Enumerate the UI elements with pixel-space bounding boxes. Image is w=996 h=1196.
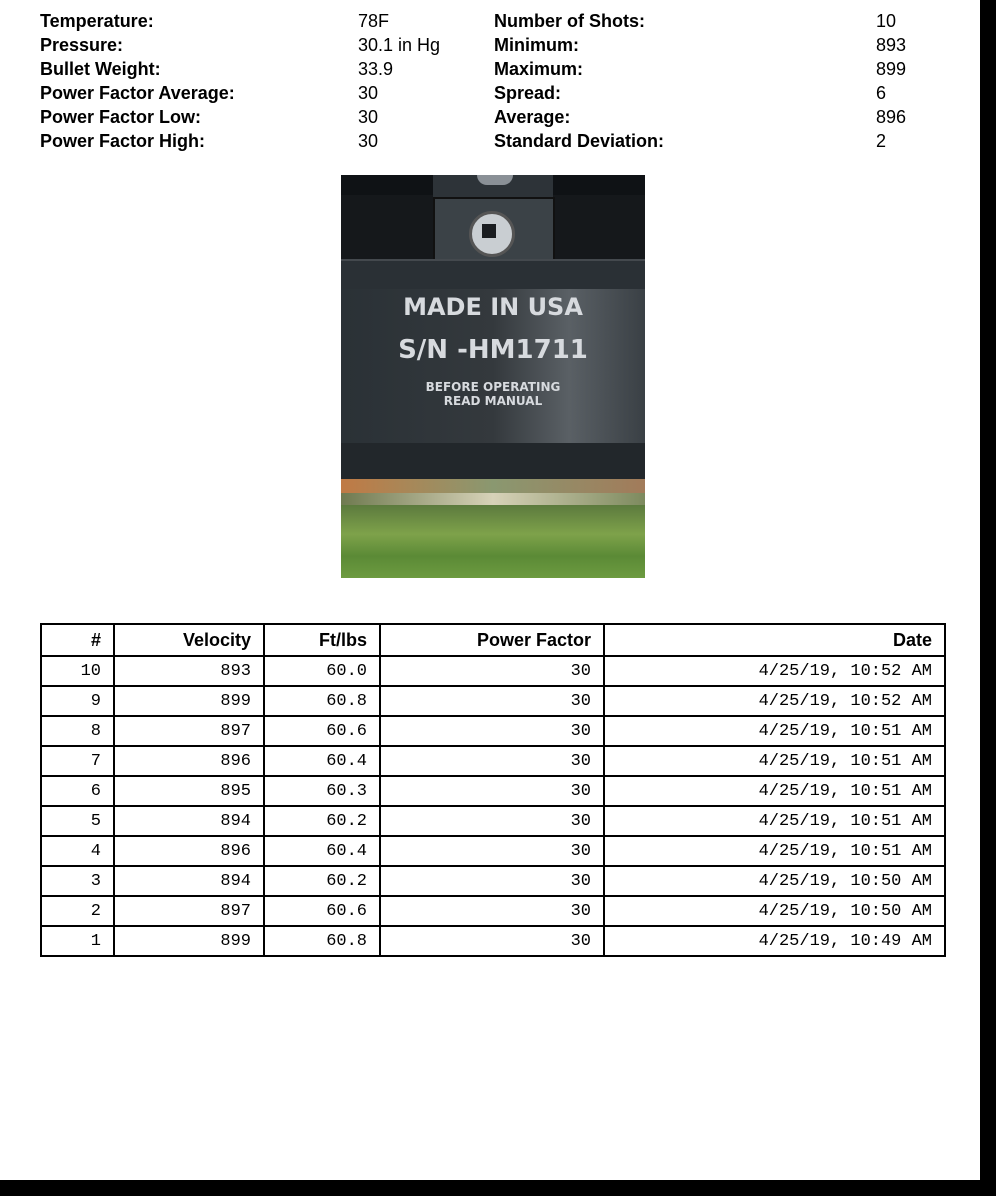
maximum-row [494,57,583,81]
std-dev-row [494,129,664,153]
pf-high-label: Power Factor High: [40,131,206,151]
pf-low-label: Power Factor Low: [40,107,202,127]
photo-text-manual: READ MANUAL [443,394,543,408]
header-power-factor: Power Factor [380,624,604,656]
cell-ftlbs: 60.6 [264,716,380,746]
cell-date: 4/25/19, 10:50 AM [604,866,945,896]
table-row [41,896,945,926]
pf-average-value: 30 [358,83,379,103]
shots-count-row [494,9,645,33]
photo-green-surface [341,505,645,578]
pf-high-value: 30 [358,131,379,151]
cell-number: 1 [41,926,114,956]
cell-date: 4/25/19, 10:51 AM [604,746,945,776]
cell-power-factor: 30 [380,806,604,836]
cell-number: 7 [41,746,114,776]
header-number: # [41,624,114,656]
pressure-label: Pressure: [40,35,124,55]
average-value-row [876,105,906,129]
cell-velocity: 893 [114,656,264,686]
cell-ftlbs: 60.4 [264,836,380,866]
average-row [494,105,570,129]
bullet-weight-label: Bullet Weight: [40,59,161,79]
photo-text-serial: S/N -HM1711 [398,335,588,365]
cell-number: 2 [41,896,114,926]
cell-power-factor: 30 [380,926,604,956]
std-dev-label: Standard Deviation: [494,131,665,151]
cell-power-factor: 30 [380,686,604,716]
photo-text-before: BEFORE OPERATING [425,380,561,394]
header-date: Date [604,624,945,656]
cell-velocity: 897 [114,716,264,746]
cell-date: 4/25/19, 10:51 AM [604,776,945,806]
cell-velocity: 896 [114,836,264,866]
table-row [41,746,945,776]
pf-average-row [40,81,235,105]
photo-rail [341,259,645,291]
maximum-value-row [876,57,906,81]
spread-value-row [876,81,886,105]
cell-date: 4/25/19, 10:51 AM [604,836,945,866]
average-value: 896 [876,107,907,127]
cell-velocity: 894 [114,806,264,836]
bullet-weight-value: 33.9 [358,59,394,79]
table-row [41,656,945,686]
header-velocity: Velocity [114,624,264,656]
cell-velocity: 899 [114,686,264,716]
photo-mount-screw-socket [482,224,496,238]
shots-count-label: Number of Shots: [494,11,645,31]
cell-power-factor: 30 [380,656,604,686]
cell-power-factor: 30 [380,836,604,866]
header-ftlbs: Ft/lbs [264,624,380,656]
cell-number: 3 [41,866,114,896]
shots-count-value: 10 [876,11,897,31]
minimum-label: Minimum: [494,35,579,55]
table-row [41,866,945,896]
cell-velocity: 894 [114,866,264,896]
pf-low-value-row [358,105,378,129]
cell-date: 4/25/19, 10:50 AM [604,896,945,926]
cell-number: 10 [41,656,114,686]
shots-count-value-row [876,9,896,33]
cell-date: 4/25/19, 10:52 AM [604,686,945,716]
table-row [41,776,945,806]
cell-ftlbs: 60.2 [264,866,380,896]
spread-row [494,81,561,105]
cell-date: 4/25/19, 10:51 AM [604,716,945,746]
pf-high-row [40,129,205,153]
pf-low-value: 30 [358,107,379,127]
cell-velocity: 897 [114,896,264,926]
cell-ftlbs: 60.3 [264,776,380,806]
cell-power-factor: 30 [380,716,604,746]
photo-orange-band [341,479,645,493]
pressure-value: 30.1 in Hg [358,35,441,55]
pf-average-label: Power Factor Average: [40,83,235,103]
photo-panel-lower [341,443,645,479]
spread-label: Spread: [494,83,562,103]
cell-ftlbs: 60.0 [264,656,380,686]
cell-number: 4 [41,836,114,866]
minimum-row [494,33,579,57]
cell-ftlbs: 60.4 [264,746,380,776]
pressure-row [40,33,123,57]
photo-text-made-in: MADE IN USA [403,293,583,321]
cell-power-factor: 30 [380,746,604,776]
cell-date: 4/25/19, 10:52 AM [604,656,945,686]
shots-table [40,623,946,957]
table-row [41,806,945,836]
pf-average-value-row [358,81,378,105]
minimum-value-row [876,33,906,57]
maximum-value: 899 [876,59,907,79]
cell-ftlbs: 60.2 [264,806,380,836]
pf-low-row [40,105,201,129]
cell-velocity: 896 [114,746,264,776]
temperature-value-row [358,9,389,33]
table-row [41,716,945,746]
cell-date: 4/25/19, 10:49 AM [604,926,945,956]
photo-top-screw [477,175,513,185]
cell-date: 4/25/19, 10:51 AM [604,806,945,836]
cell-velocity: 899 [114,926,264,956]
cell-number: 6 [41,776,114,806]
cell-number: 9 [41,686,114,716]
average-label: Average: [494,107,571,127]
table-header-row [41,624,945,656]
cell-ftlbs: 60.8 [264,686,380,716]
pf-high-value-row [358,129,378,153]
photo-light-band [341,493,645,505]
cell-ftlbs: 60.8 [264,926,380,956]
std-dev-value: 2 [876,131,887,151]
cell-power-factor: 30 [380,896,604,926]
pressure-value-row [358,33,440,57]
cell-velocity: 895 [114,776,264,806]
bullet-weight-row [40,57,161,81]
spread-value: 6 [876,83,887,103]
chronograph-photo [341,175,645,578]
table-row [41,686,945,716]
temperature-row [40,9,154,33]
table-row [41,926,945,956]
minimum-value: 893 [876,35,907,55]
cell-number: 8 [41,716,114,746]
cell-ftlbs: 60.6 [264,896,380,926]
maximum-label: Maximum: [494,59,584,79]
std-dev-value-row [876,129,886,153]
bullet-weight-value-row [358,57,393,81]
temperature-label: Temperature: [40,11,154,31]
table-row [41,836,945,866]
cell-power-factor: 30 [380,866,604,896]
cell-number: 5 [41,806,114,836]
cell-power-factor: 30 [380,776,604,806]
temperature-value: 78F [358,11,390,31]
